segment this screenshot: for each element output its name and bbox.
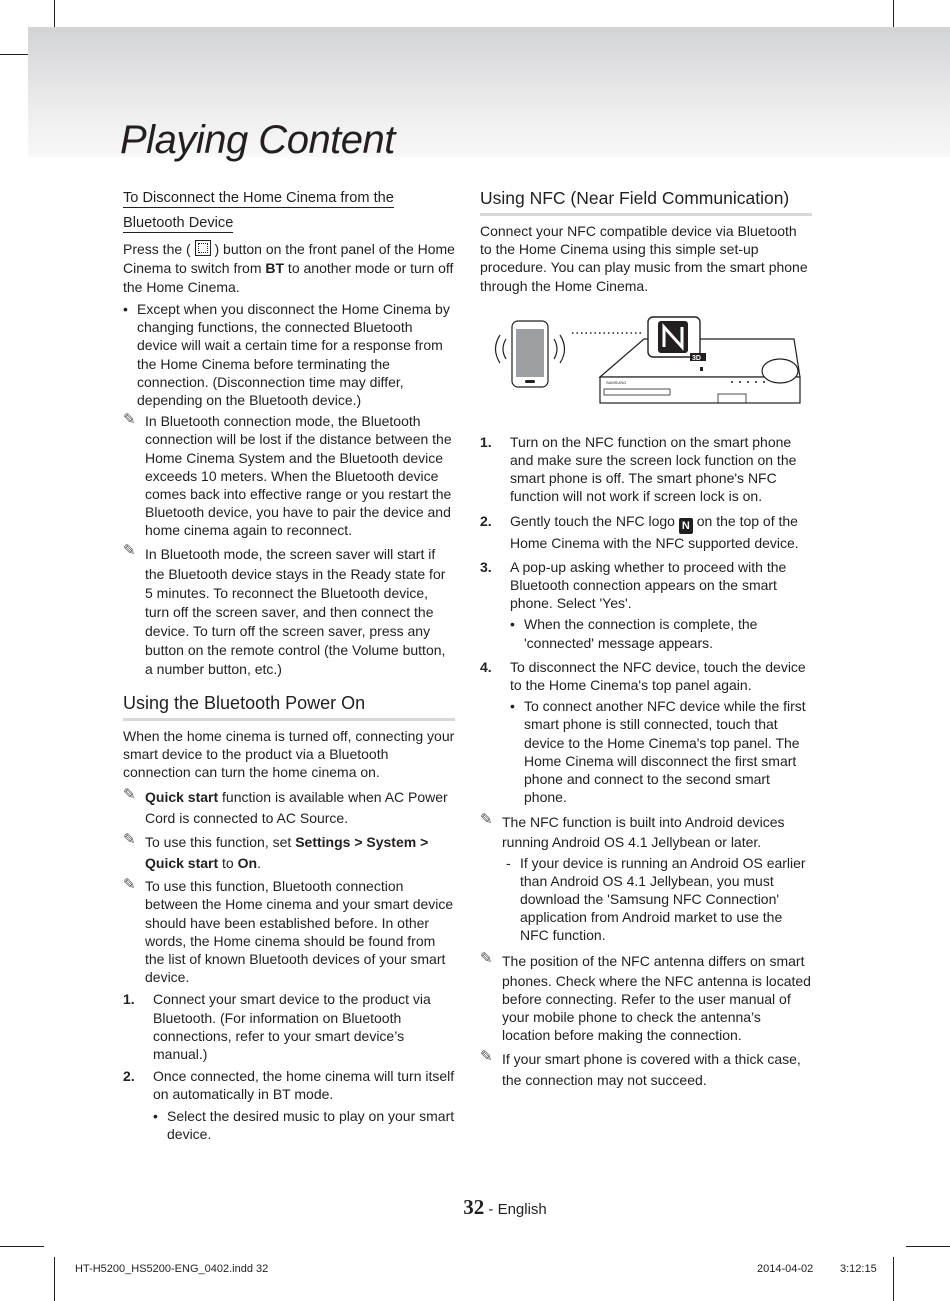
note-item xyxy=(123,832,455,874)
nfc-illustration xyxy=(484,313,808,417)
disconnect-heading-line2: Bluetooth Device xyxy=(123,215,234,231)
crop-mark xyxy=(0,1246,44,1247)
note-item xyxy=(123,787,455,829)
page-number: 32 xyxy=(463,1195,485,1219)
step-number: 3. xyxy=(480,558,492,575)
step-text: Connect your smart device to the product via Bluetooth. (For information on Bluetooth connections, refer to your smart device’s manual.) xyxy=(153,991,431,1063)
step-text: A pop-up asking whether to proceed with the Bluetooth connection appears on the smart phone. Select 'Yes'. xyxy=(510,558,787,612)
step-item xyxy=(480,658,812,807)
intro-text: to another mode or turn off the Home Cinema. xyxy=(123,260,454,295)
crop-mark xyxy=(906,1246,950,1247)
note-item xyxy=(123,412,455,539)
slug-time: 3:12:15 xyxy=(840,1263,877,1275)
slug-file: HT-H5200_HS5200-ENG_0402.indd 32 xyxy=(75,1263,269,1275)
step-item xyxy=(480,558,812,652)
note-text: In Bluetooth mode, the screen saver will start if xyxy=(145,545,436,562)
page-language: - English xyxy=(484,1201,547,1218)
step-item xyxy=(480,433,812,506)
pencil-note-icon: ✎ xyxy=(480,1047,493,1065)
brand-label: SAMSUNG xyxy=(606,379,627,385)
smartphone-illustration xyxy=(512,321,548,387)
pencil-note-icon: ✎ xyxy=(123,876,136,894)
crop-mark xyxy=(54,1257,55,1301)
step-number: 2. xyxy=(480,512,492,529)
note-dash-item: - If your device is running an Android OS earlier than Android OS 4.1 Jellybean, you must download the 'Samsung NFC Connection' application from Android market to use the NFC function. xyxy=(506,854,812,945)
disconnect-heading-line1: To Disconnect the Home Cinema from the xyxy=(123,190,394,206)
note-text xyxy=(145,853,455,874)
step-bullet: • Select the desired music to play on your smart device. xyxy=(153,1107,455,1143)
note-item xyxy=(480,812,812,944)
crop-mark xyxy=(893,1257,894,1301)
step-item xyxy=(123,990,455,1063)
page-title: Playing Content xyxy=(120,118,395,162)
note-text: the Bluetooth device stays in the Ready state for 5 minutes. To reconnect the Bluetooth device, turn off the screen saver, and then connect the device. To turn off the screen saver, press any button on the remote control (the Volume button, a number button, etc.) xyxy=(145,565,446,677)
nfc-intro: Connect your NFC compatible device via Bluetooth to the Home Cinema using this simple set-up procedure. You can play music from the smart phone through the Home Cinema. xyxy=(480,223,808,294)
right-column xyxy=(480,186,812,1094)
power-on-intro: When the home cinema is turned off, connecting your smart device to the product via a Bluetooth connection can turn the home cinema on. xyxy=(123,727,455,781)
note-text: the connection may not succeed. xyxy=(502,1071,707,1088)
note-item xyxy=(480,951,812,1045)
3d-badge xyxy=(690,353,706,362)
settings-path: Settings > System > xyxy=(295,834,429,851)
pencil-note-icon: ✎ xyxy=(123,541,136,559)
pencil-note-icon: ✎ xyxy=(480,949,493,967)
intro-text: ) button on the front panel of the Home Cinema to switch from xyxy=(123,241,455,276)
on-label: On xyxy=(237,855,258,872)
note-text: To use this function, Bluetooth connection between the Home cinema and your smart device should have been established before. In other words, the Home cinema should be found from the list of known Bluetooth devices of your smart device. xyxy=(145,878,454,986)
note-item xyxy=(123,877,455,986)
note-text: Cord is connected to AC Source. xyxy=(145,810,349,827)
section-title-power-on: Using the Bluetooth Power On xyxy=(123,691,455,721)
step-bullet: • To connect another NFC device while the first smart phone is still connected, touch that device to the Home Cinema's top panel. The Home Cinema will disconnect the first smart phone and connect to the second smart phone. xyxy=(510,697,812,806)
left-column xyxy=(123,186,455,1147)
page-number-footer xyxy=(0,1195,950,1220)
pencil-note-icon: ✎ xyxy=(480,811,493,829)
nfc-logo-icon: N xyxy=(679,518,693,534)
step-text: Once connected, the home cinema will turn itself on automatically in BT mode. xyxy=(153,1068,455,1103)
disconnect-intro xyxy=(123,240,455,297)
note-text-part: To use this function, set xyxy=(145,834,296,851)
step-text: Turn on the NFC function on the smart phone and make sure the screen lock function on the smart phone is off. The smart phone's NFC function will not work if screen lock is on. xyxy=(510,433,797,505)
step-number: 2. xyxy=(123,1068,135,1085)
note-text xyxy=(145,787,455,808)
note-text: phones. Check where the NFC antenna is located before connecting. Refer to the user manual of your mobile phone to check the antenna’s location before making the connection. xyxy=(502,972,811,1044)
nfc-logo-icon xyxy=(648,317,700,357)
pencil-note-icon: ✎ xyxy=(123,411,136,429)
note-text: The position of the NFC antenna differs on smart xyxy=(502,952,805,969)
pencil-note-icon: ✎ xyxy=(123,831,136,849)
function-button-icon xyxy=(195,240,211,256)
step-number: 1. xyxy=(123,991,135,1008)
bt-mode-label: BT xyxy=(265,260,285,276)
step-text: To disconnect the NFC device, touch the device to the Home Cinema's top panel again. xyxy=(510,658,806,694)
section-title-nfc: Using NFC (Near Field Communication) xyxy=(480,186,812,216)
intro-text: Press the ( xyxy=(123,241,191,257)
step-number: 4. xyxy=(480,658,492,675)
disconnect-heading xyxy=(123,186,455,236)
note-item xyxy=(480,1049,812,1091)
step-bullet: • When the connection is complete, the 'connected' message appears. xyxy=(510,615,812,651)
quick-start-label: Quick start xyxy=(145,789,219,806)
note-text: If your smart phone is covered with a thick case, xyxy=(502,1050,801,1067)
note-text-part: . xyxy=(257,855,261,872)
quick-start-label: Quick start xyxy=(145,855,219,872)
step-text: Gently touch the NFC logo xyxy=(510,512,679,529)
step-text: on the top of the Home Cinema with the NFC supported device. xyxy=(510,512,799,551)
step-item xyxy=(123,1067,455,1143)
note-text xyxy=(145,832,455,853)
note-text: The NFC function is built into Android devices xyxy=(502,814,785,831)
pencil-note-icon: ✎ xyxy=(123,786,136,804)
note-text-rest: function is available when AC Power xyxy=(218,789,448,806)
note-text: In Bluetooth connection mode, the Bluetooth connection will be lost if the distance between the Home Cinema System and the Bluetooth device exceeds 10 meters. When the Bluetooth device comes back into effective range or you restart the Bluetooth device, you have to pair the device and home cinema again to reconnect. xyxy=(145,413,452,539)
badge-3d-label: 3D xyxy=(692,354,701,362)
disconnect-bullet: • Except when you disconnect the Home Cinema by changing functions, the connected Bluetooth device will wait a certain time for a response from the Home Cinema before terminating the connection. (Disconnection time may differ, depending on the Bluetooth device.) xyxy=(123,300,455,409)
note-text-part: to xyxy=(218,855,238,872)
slug-date: 2014-04-02 xyxy=(757,1263,814,1275)
note-item xyxy=(123,543,455,679)
step-number: 1. xyxy=(480,433,492,450)
step-item xyxy=(480,512,812,552)
note-text: running Android OS 4.1 Jellybean or later. xyxy=(502,834,762,851)
